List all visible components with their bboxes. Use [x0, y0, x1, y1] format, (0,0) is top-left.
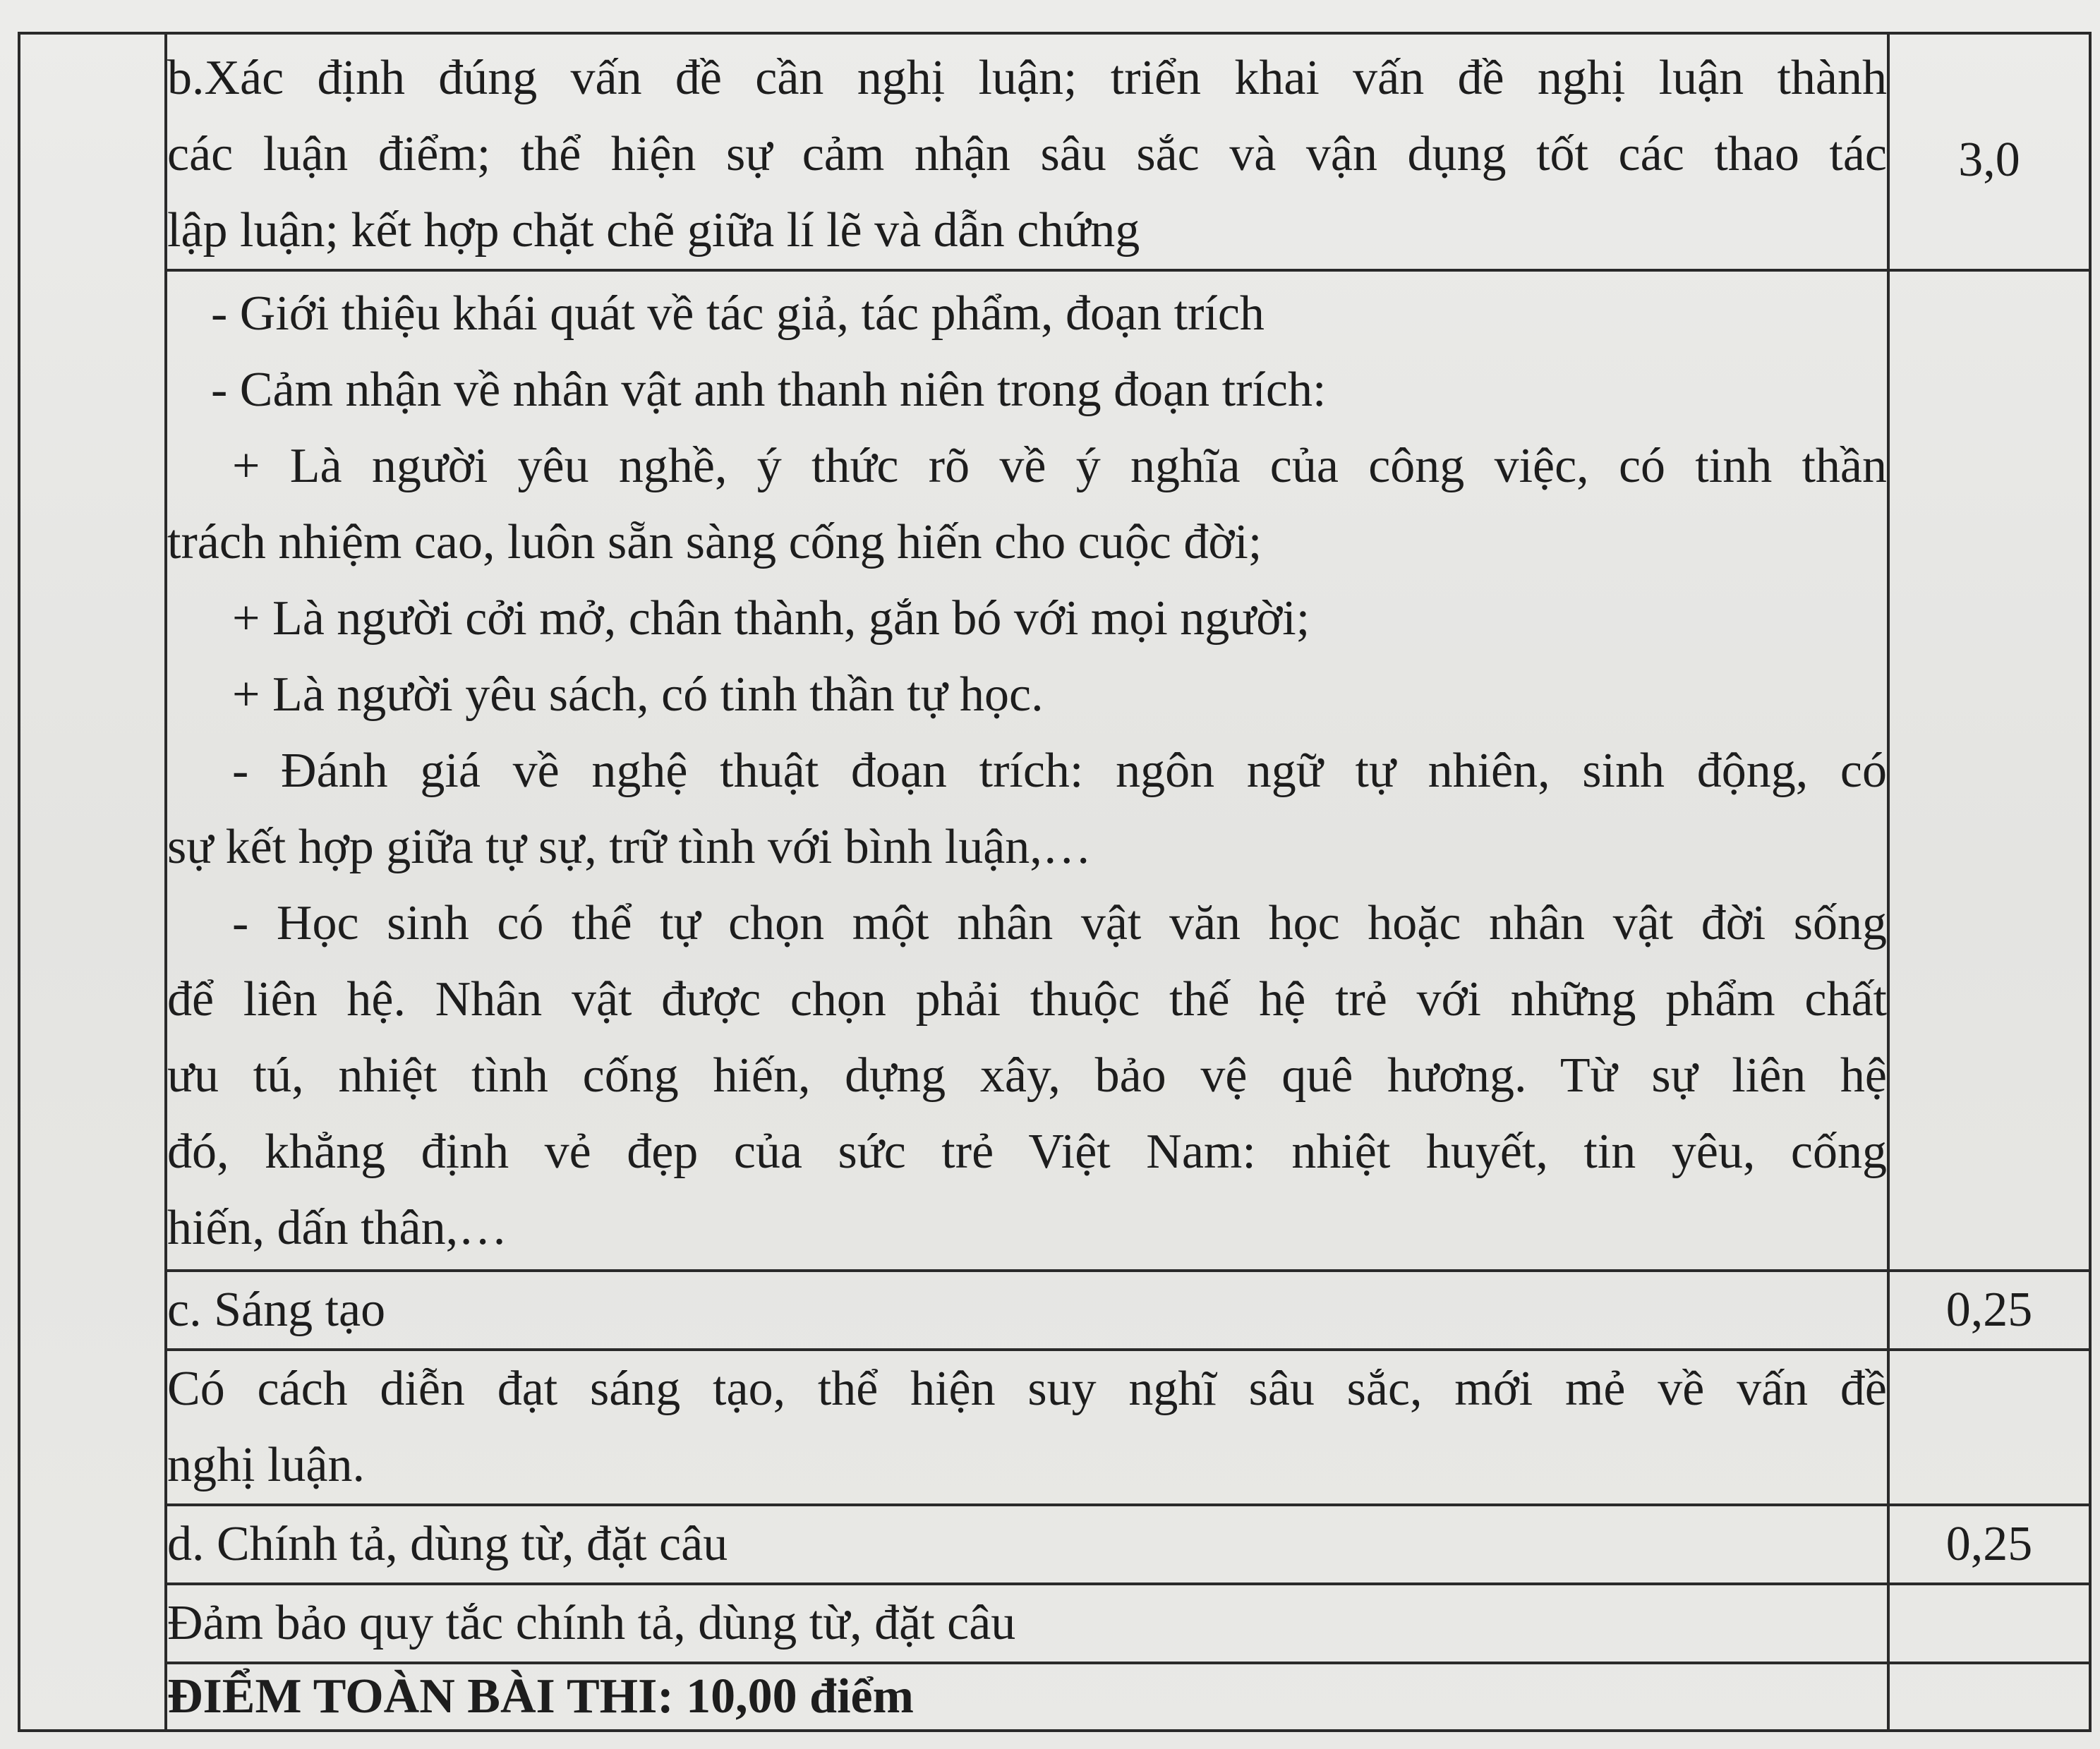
score-d: 0,25: [1888, 1505, 2090, 1584]
criterion-c-label: c. Sáng tạo: [167, 1283, 386, 1337]
criterion-c-detail-cell: [166, 1350, 1888, 1505]
table-row-d: [19, 1505, 2090, 1584]
total-cell: [166, 1663, 1888, 1731]
criterion-c-detail-line-1: Có cách diễn đạt sáng tạo, thể hiện suy nghĩ sâu sắc, mới mẻ về vấn đề: [167, 1362, 1887, 1416]
detail-line-4: trách nhiệm cao, luôn sẵn sàng cống hiến cho cuộc đời;: [167, 515, 1262, 569]
criterion-d-label: d. Chính tả, dùng từ, đặt câu: [167, 1517, 728, 1571]
table-row-b: [19, 33, 2090, 270]
detail-cell: [166, 270, 1888, 1271]
detail-line-11: ưu tú, nhiệt tình cống hiến, dựng xây, bảo vệ quê hương. Từ sự liên hệ: [167, 1048, 1887, 1103]
table-row-c-detail: [19, 1350, 2090, 1505]
criterion-d-detail-cell: [166, 1584, 1888, 1663]
empty-score-cell: [1888, 1663, 2090, 1731]
grading-table: [18, 32, 2092, 1732]
empty-score-cell: [1888, 1350, 2090, 1505]
table-row-d-detail: [19, 1584, 2090, 1663]
detail-line-12: đó, khẳng định vẻ đẹp của sức trẻ Việt Nam: nhiệt huyết, tin yêu, cống: [167, 1125, 1887, 1179]
table-row-detail: [19, 270, 2090, 1271]
detail-line-5: + Là người cởi mở, chân thành, gắn bó với mọi người;: [232, 591, 1310, 646]
total-score-text: ĐIỂM TOÀN BÀI THI: 10,00 điểm: [167, 1669, 914, 1724]
table-row-total: [19, 1663, 2090, 1731]
detail-line-8: sự kết hợp giữa tự sự, trữ tình với bình luận,…: [167, 820, 1092, 874]
criterion-b-line-1: b.Xác định đúng vấn đề cần nghị luận; triển khai vấn đề nghị luận thành: [167, 51, 1887, 105]
criterion-c-cell: [166, 1271, 1888, 1350]
detail-line-7: - Đánh giá về nghệ thuật đoạn trích: ngôn ngữ tự nhiên, sinh động, có: [232, 744, 1887, 798]
criterion-b-line-3: lập luận; kết hợp chặt chẽ giữa lí lẽ và dẫn chứng: [167, 203, 1140, 258]
criterion-c-detail-line-2: nghị luận.: [167, 1438, 365, 1492]
empty-left-cell: [19, 33, 166, 1731]
detail-line-10: để liên hệ. Nhân vật được chọn phải thuộc thế hệ trẻ với những phẩm chất: [167, 972, 1887, 1027]
criterion-b-cell: [166, 33, 1888, 270]
detail-line-6: + Là người yêu sách, có tinh thần tự học.: [232, 667, 1044, 722]
score-b: 3,0: [1888, 33, 2090, 270]
empty-score-cell: [1888, 270, 2090, 1271]
detail-line-9: - Học sinh có thể tự chọn một nhân vật văn học hoặc nhân vật đời sống: [232, 896, 1887, 950]
criterion-d-detail-text: Đảm bảo quy tắc chính tả, dùng từ, đặt câu: [167, 1596, 1016, 1650]
table-row-c: [19, 1271, 2090, 1350]
criterion-d-cell: [166, 1505, 1888, 1584]
detail-line-3: + Là người yêu nghề, ý thức rõ về ý nghĩa của công việc, có tinh thần: [232, 439, 1887, 493]
criterion-b-line-2: các luận điểm; thể hiện sự cảm nhận sâu sắc và vận dụng tốt các thao tác: [167, 127, 1887, 181]
empty-score-cell: [1888, 1584, 2090, 1663]
detail-line-2: - Cảm nhận về nhân vật anh thanh niên trong đoạn trích:: [211, 363, 1327, 417]
detail-line-13: hiến, dấn thân,…: [167, 1201, 508, 1255]
score-c: 0,25: [1888, 1271, 2090, 1350]
detail-line-1: - Giới thiệu khái quát về tác giả, tác phẩm, đoạn trích: [211, 286, 1265, 341]
